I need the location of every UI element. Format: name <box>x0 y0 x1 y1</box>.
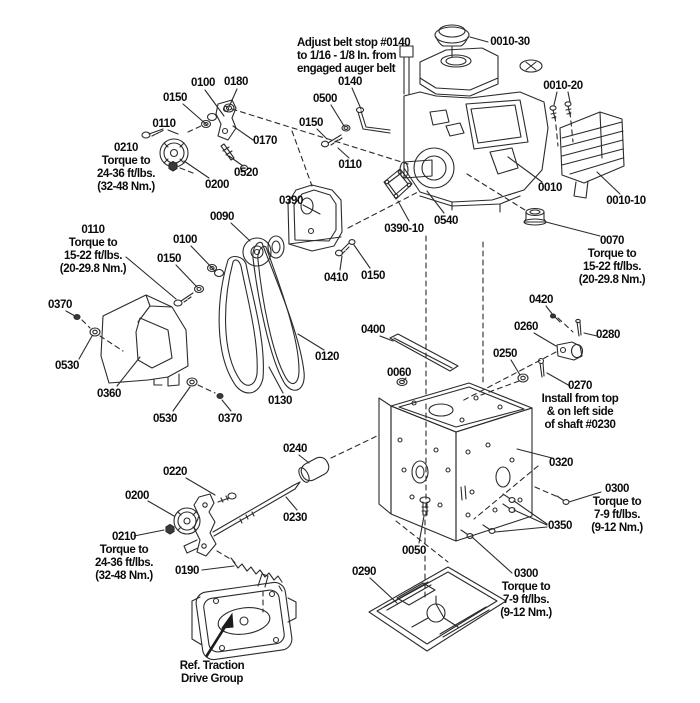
callout-0140: 0140 <box>338 76 362 88</box>
callout-0010-30: 0010-30 <box>490 36 530 48</box>
callout-0350: 0350 <box>548 520 572 532</box>
callout-0180: 0180 <box>224 76 248 88</box>
note-line: (20-29.8 Nm.) <box>578 274 646 286</box>
note-line: Torque to <box>501 581 551 593</box>
callout-0220: 0220 <box>163 466 187 478</box>
callout-0200-b: 0200 <box>125 490 149 502</box>
muffler-screws-drawing <box>550 102 571 119</box>
callout-0010-10: 0010-10 <box>606 195 646 207</box>
frame-drawing <box>379 383 532 541</box>
callout-0100-a: 0100 <box>191 77 215 89</box>
callout-0420: 0420 <box>529 294 553 306</box>
callout-0250: 0250 <box>493 348 517 360</box>
callout-0230: 0230 <box>283 512 307 524</box>
callout-0280: 0280 <box>596 329 620 341</box>
note-line: 0270 <box>568 380 592 392</box>
note-line: 0300 <box>605 483 629 495</box>
note-line: 7-9 ft/lbs. <box>502 594 550 606</box>
callout-0410: 0410 <box>324 272 348 284</box>
note-line: Torque to <box>101 155 151 167</box>
callout-0290: 0290 <box>352 566 376 578</box>
callout-0100-b: 0100 <box>173 234 197 246</box>
callout-0010-20: 0010-20 <box>543 80 583 92</box>
note-line: 0300 <box>514 568 538 580</box>
muffler-drawing <box>560 112 624 198</box>
callout-0120: 0120 <box>315 351 339 363</box>
callout-0260: 0260 <box>514 321 538 333</box>
callout-0370-a: 0370 <box>48 299 72 311</box>
callout-0110-a: 0110 <box>152 118 176 130</box>
callout-0090: 0090 <box>210 211 234 223</box>
engine-drawing <box>400 46 548 212</box>
note-torque-0300-bottom <box>500 568 552 620</box>
callout-0150-b: 0150 <box>299 117 323 129</box>
belt-cover-drawing <box>74 295 223 398</box>
callout-0520: 0520 <box>234 167 258 179</box>
note-torque-0300-right <box>591 483 643 535</box>
callout-0320: 0320 <box>549 457 573 469</box>
note-torque-0210-top <box>97 142 155 194</box>
callout-0150-a: 0150 <box>163 92 187 104</box>
callout-0390: 0390 <box>279 195 303 207</box>
note-line: & on left side <box>546 406 614 418</box>
note-line: Adjust belt stop #0140 <box>297 37 411 49</box>
callout-0190: 0190 <box>175 565 199 577</box>
callout-0360: 0360 <box>97 388 121 400</box>
callout-0130: 0130 <box>268 395 292 407</box>
note-line: (32-48 Nm.) <box>95 570 153 582</box>
note-torque-0210-bottom <box>95 531 153 583</box>
note-line: Torque to <box>587 248 637 260</box>
note-line: Torque to <box>68 237 118 249</box>
note-line: engaged auger belt <box>297 63 396 75</box>
callout-0170: 0170 <box>253 135 277 147</box>
note-install-0270 <box>542 380 619 432</box>
callout-0200-a: 0200 <box>205 179 229 191</box>
note-ref-traction-drive <box>180 660 244 686</box>
callout-0390-10: 0390-10 <box>384 223 424 235</box>
note-line: Drive Group <box>180 673 244 685</box>
note-line: 15-22 ft/lbs. <box>582 261 642 273</box>
note-line: 0210 <box>112 531 136 543</box>
note-line: 0210 <box>114 142 138 154</box>
note-line: 24-36 ft/lbs. <box>94 557 154 569</box>
note-torque-0110-left <box>60 224 126 276</box>
bracket-bolts-drawing <box>336 240 356 256</box>
callout-0060: 0060 <box>387 367 411 379</box>
note-line: 24-36 ft/lbs. <box>96 168 156 180</box>
belt-stop-rod-drawing <box>322 108 391 147</box>
note-line: 0070 <box>600 235 624 247</box>
callout-0530-a: 0530 <box>55 360 79 372</box>
traction-plate-drawing <box>192 574 296 661</box>
note-line: 15-22 ft/lbs. <box>63 250 123 262</box>
note-line: Install from top <box>541 393 619 405</box>
carriage-bolt-drawing <box>420 497 430 515</box>
note-adjust-belt-stop <box>297 37 410 76</box>
shaft-assembly-drawing <box>166 454 332 556</box>
note-line: to 1/16 - 1/8 In. from <box>297 50 397 62</box>
callout-0010: 0010 <box>538 182 562 194</box>
idler-bracket-cluster-drawing <box>142 100 248 171</box>
note-line: 7-9 ft/lbs. <box>593 509 641 521</box>
callout-0150-c: 0150 <box>157 253 181 265</box>
spring-drawing <box>231 558 282 591</box>
callout-0540: 0540 <box>434 215 458 227</box>
callout-0050: 0050 <box>402 545 426 557</box>
note-line: of shaft #0230 <box>544 419 616 431</box>
callout-0530-b: 0530 <box>153 413 177 425</box>
callout-0110-b: 0110 <box>338 159 362 171</box>
note-line: Torque to <box>592 496 642 508</box>
leader-lines <box>66 37 620 603</box>
callout-0500: 0500 <box>313 93 337 105</box>
note-torque-0070-right <box>579 235 645 287</box>
note-line: 0110 <box>81 224 105 236</box>
callout-0400: 0400 <box>361 324 385 336</box>
bottom-plate-drawing <box>369 567 506 651</box>
note-line: Ref. Traction <box>179 660 245 672</box>
callout-0150-d: 0150 <box>361 270 385 282</box>
note-line: (9-12 Nm.) <box>500 607 552 619</box>
flange-nut-drawing <box>524 209 546 226</box>
note-line: (20-29.8 Nm.) <box>59 263 127 275</box>
callout-0240: 0240 <box>283 443 307 455</box>
note-line: (9-12 Nm.) <box>591 522 643 534</box>
idler-pulley-drawing <box>174 236 284 306</box>
note-line: (32-48 Nm.) <box>97 181 155 193</box>
callout-0370-b: 0370 <box>218 413 242 425</box>
note-line: Torque to <box>99 544 149 556</box>
